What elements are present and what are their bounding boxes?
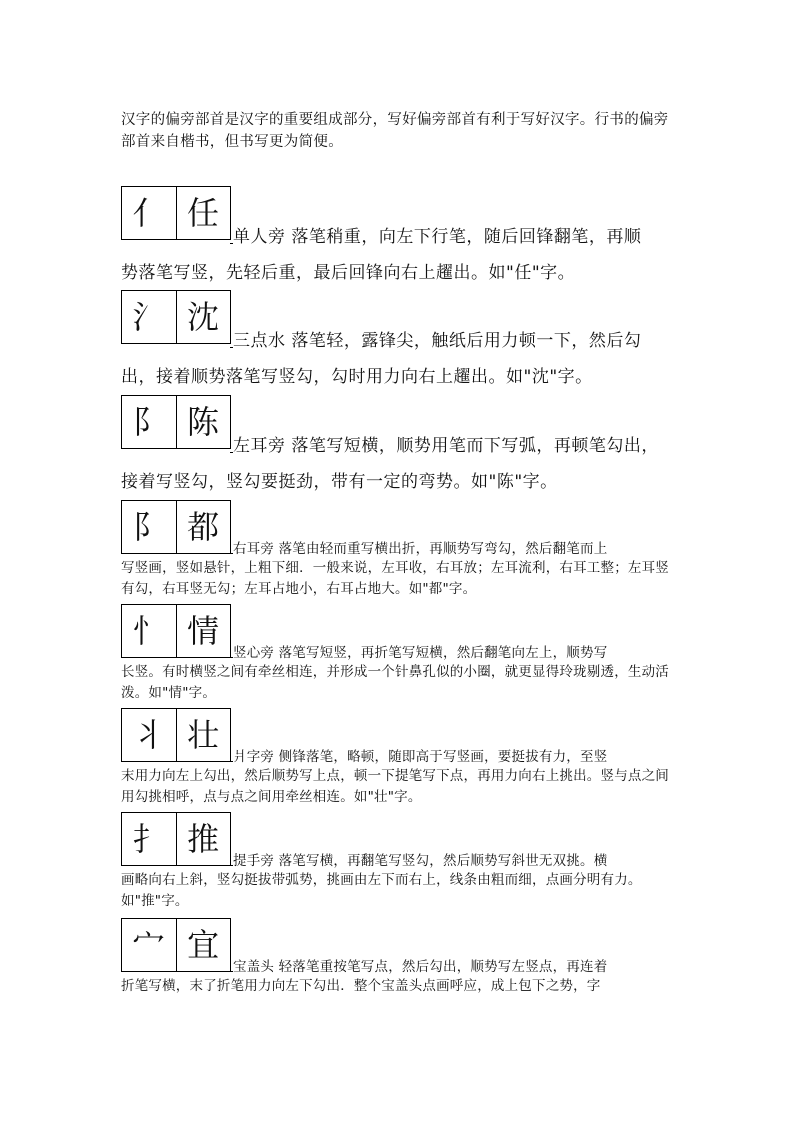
radical-glyph: 丬 xyxy=(122,709,177,761)
radical-glyph: 阝 xyxy=(122,396,177,448)
entry-description-rest: 出，接着顺势落笔写竖勾，勾时用力向右上趯出。如"沈"字。 xyxy=(121,367,593,387)
entry-description-rest: 长竖。有时横竖之间有牵丝相连，并形成一个针鼻孔似的小圈，就更显得玲珑剔透，生动活泼。如"情"字。 xyxy=(121,664,669,701)
character-box xyxy=(121,604,231,658)
radical-glyph: 扌 xyxy=(122,813,177,865)
radical-glyph: 亻 xyxy=(122,187,177,239)
character-box xyxy=(121,500,231,554)
entry-description-line1: 宝盖头 轻落笔重按笔写点，然后勾出，顺势写左竖点，再连着 xyxy=(233,955,607,975)
entry-description-line1: 提手旁 落笔写横，再翻笔写竖勾，然后顺势写斜世无双挑。横 xyxy=(233,849,607,869)
character-box xyxy=(121,708,231,762)
example-glyph: 任 xyxy=(186,194,220,232)
entry-description-line1: 竖心旁 落笔写短竖，再折笔写短横，然后翻笔向左上，顺势写 xyxy=(233,641,607,661)
radical-glyph: 忄 xyxy=(122,605,177,657)
example-glyph: 情 xyxy=(187,612,220,650)
entry-description-line1: 三点水 落笔轻，露锋尖，触纸后用力顿一下，然后勾 xyxy=(233,326,641,351)
entry-description-line1: 右耳旁 落笔由轻而重写横出折，再顺势写弯勾，然后翻笔而上 xyxy=(233,537,607,557)
example-glyph: 壮 xyxy=(187,716,220,754)
character-box xyxy=(121,918,231,972)
example-glyph: 沈 xyxy=(186,298,220,336)
entry-description-rest: 末用力向左上勾出，然后顺势写上点，顿一下提笔写下点，再用力向右上挑出。竖与点之间用勾挑相呼，点与点之间用牵丝相连。如"壮"字。 xyxy=(121,768,669,805)
radical-glyph: 宀 xyxy=(122,919,177,971)
entry-description-rest: 势落笔写竖，先轻后重，最后回锋向右上趯出。如"任"字。 xyxy=(121,263,576,283)
entry-description-rest: 接着写竖勾，竖勾要挺劲，带有一定的弯势。如"陈"字。 xyxy=(121,472,558,492)
character-box xyxy=(121,812,231,866)
entry-description-line1: 爿字旁 侧锋落笔，略顿，随即高于写竖画，要挺拔有力，至竖 xyxy=(233,745,607,765)
example-glyph: 都 xyxy=(187,508,220,546)
entry-description-line1: 单人旁 落笔稍重，向左下行笔，随后回锋翻笔，再顺 xyxy=(233,222,641,247)
entry-description-rest: 画略向右上斜，竖勾挺拔带弧势，挑画由左下而右上，线条由粗而细，点画分明有力。如"推"字。 xyxy=(121,872,642,909)
entry-description-rest: 折笔写横，末了折笔用力向左下勾出．整个宝盖头点画呼应，成上包下之势，字 xyxy=(121,978,601,994)
character-box xyxy=(121,395,231,449)
radical-glyph: 阝 xyxy=(122,501,177,553)
example-glyph: 宜 xyxy=(187,926,220,964)
character-box xyxy=(121,186,231,240)
radical-glyph: 氵 xyxy=(122,291,177,343)
example-glyph: 推 xyxy=(187,820,220,858)
entry-description-line1: 左耳旁 落笔写短横，顺势用笔而下写弧，再顿笔勾出， xyxy=(233,431,659,456)
entry-description-rest: 写竖画，竖如悬针，上粗下细．一般来说，左耳收，右耳放；左耳流利，右耳工整；左耳竖有勾，右耳竖无勾；左耳占地小，右耳占地大。如"都"字。 xyxy=(121,560,669,597)
intro-paragraph: 汉字的偏旁部首是汉字的重要组成部分，写好偏旁部首有利于写好汉字。行书的偏旁部首来自楷书，但书写更为简便。 xyxy=(121,112,669,150)
character-box xyxy=(121,290,231,344)
example-glyph: 陈 xyxy=(186,403,220,441)
